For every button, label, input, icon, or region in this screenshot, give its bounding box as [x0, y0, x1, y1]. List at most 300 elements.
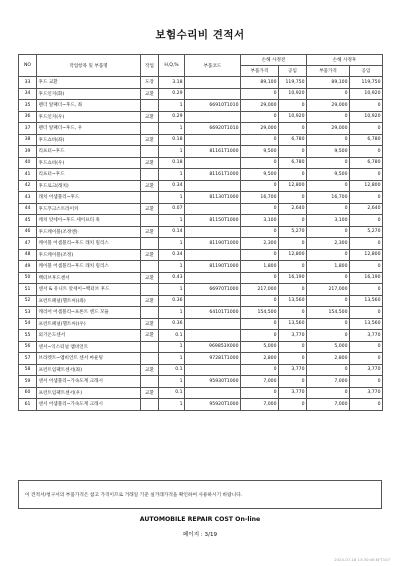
- row-before-part-price: 89,100: [241, 77, 279, 89]
- table-row: [19, 88, 383, 100]
- row-no: 45: [19, 215, 37, 227]
- row-after-labor: 3,770: [350, 387, 383, 399]
- row-part-code: [185, 226, 241, 238]
- row-qty: 0.29: [159, 88, 185, 100]
- row-before-part-price: 154,500: [241, 307, 279, 319]
- row-part-code: [185, 364, 241, 376]
- row-after-part-price: 3,100: [307, 215, 350, 227]
- row-work: [141, 215, 159, 227]
- row-after-labor: 10,920: [350, 88, 383, 100]
- table-row: [19, 100, 383, 112]
- row-before-labor: 10,920: [279, 111, 307, 123]
- row-no: 39: [19, 146, 37, 158]
- row-item: 후드쇼바(우): [37, 157, 141, 169]
- row-item: 후드 교환: [37, 77, 141, 89]
- row-before-part-price: 0: [241, 203, 279, 215]
- row-before-part-price: 0: [241, 88, 279, 100]
- row-before-labor: 0: [279, 341, 307, 353]
- row-before-part-price: 0: [241, 295, 279, 307]
- row-after-labor: 0: [350, 215, 383, 227]
- row-part-code: 81161T1000: [185, 169, 241, 181]
- row-item: 프런트임팩트센서(우): [37, 387, 141, 399]
- header-work: 작업: [141, 55, 159, 77]
- row-before-labor: 16,190: [279, 272, 307, 284]
- row-before-part-price: 0: [241, 226, 279, 238]
- row-work: 교환: [141, 180, 159, 192]
- row-work: 교환: [141, 203, 159, 215]
- row-after-labor: 3,770: [350, 364, 383, 376]
- header-code: 부품코드: [185, 55, 241, 77]
- row-no: 43: [19, 192, 37, 204]
- row-work: [141, 238, 159, 250]
- row-no: 51: [19, 284, 37, 296]
- row-work: [141, 192, 159, 204]
- row-after-part-price: 0: [307, 88, 350, 100]
- row-item: 센서~익스터널 앰비언트: [37, 341, 141, 353]
- row-after-part-price: 0: [307, 295, 350, 307]
- row-qty: 0.18: [159, 134, 185, 146]
- row-after-labor: 16,190: [350, 272, 383, 284]
- row-after-part-price: 2,300: [307, 238, 350, 250]
- row-no: 56: [19, 341, 37, 353]
- row-item: 후드푸크스트라이커: [37, 203, 141, 215]
- row-after-part-price: 0: [307, 226, 350, 238]
- row-qty: 1: [159, 169, 185, 181]
- row-before-part-price: 0: [241, 157, 279, 169]
- row-work: 교환: [141, 88, 159, 100]
- row-after-labor: 0: [350, 307, 383, 319]
- row-item: 리프터~후드: [37, 146, 141, 158]
- row-before-part-price: 0: [241, 134, 279, 146]
- row-no: 38: [19, 134, 37, 146]
- row-before-labor: 0: [279, 100, 307, 112]
- row-before-labor: 10,920: [279, 88, 307, 100]
- row-item: 프런트패널(헬트씨)(우): [37, 318, 141, 330]
- row-item: 펜더 앞패더~후드, 우: [37, 123, 141, 135]
- row-part-code: 97281T1000: [185, 353, 241, 365]
- row-qty: 0.36: [159, 295, 185, 307]
- row-before-part-price: 0: [241, 249, 279, 261]
- row-qty: 1: [159, 353, 185, 365]
- row-after-part-price: 1,800: [307, 261, 350, 273]
- row-before-part-price: 1,800: [241, 261, 279, 273]
- row-after-part-price: 0: [307, 330, 350, 342]
- row-item: 후드인지(우): [37, 111, 141, 123]
- row-part-code: [185, 134, 241, 146]
- row-after-labor: 0: [350, 376, 383, 388]
- row-after-labor: 0: [350, 100, 383, 112]
- row-part-code: 66970T1000: [185, 284, 241, 296]
- row-work: [141, 123, 159, 135]
- page-indicator: 페이지 : 3/19: [182, 532, 218, 538]
- row-before-labor: 0: [279, 284, 307, 296]
- row-before-part-price: 0: [241, 180, 279, 192]
- row-before-part-price: 5,000: [241, 341, 279, 353]
- row-work: 교환: [141, 111, 159, 123]
- row-work: [141, 146, 159, 158]
- row-after-labor: 119,750: [350, 77, 383, 89]
- row-after-labor: 6,780: [350, 157, 383, 169]
- row-part-code: 95930T1000: [185, 376, 241, 388]
- row-qty: 1: [159, 376, 185, 388]
- table-row: [19, 169, 383, 181]
- row-item: 후드인지(화): [37, 88, 141, 100]
- row-after-part-price: 29,000: [307, 100, 350, 112]
- row-work: [141, 169, 159, 181]
- row-item: 프런트임팩트센서(좌): [37, 364, 141, 376]
- table-row: [19, 341, 383, 353]
- row-before-labor: 3,770: [279, 387, 307, 399]
- row-before-labor: 6,780: [279, 157, 307, 169]
- table-row: [19, 318, 383, 330]
- row-item: 케이블 어셈블리~후드 래치 릴리스: [37, 261, 141, 273]
- row-qty: 1: [159, 215, 185, 227]
- row-item: 브라켓트~앰비언트 센서 마운팅: [37, 353, 141, 365]
- row-after-labor: 5,270: [350, 226, 383, 238]
- row-part-code: [185, 203, 241, 215]
- table-row: [19, 330, 383, 342]
- row-no: 37: [19, 123, 37, 135]
- row-no: 46: [19, 226, 37, 238]
- row-qty: 0.18: [159, 157, 185, 169]
- row-before-part-price: 217,000: [241, 284, 279, 296]
- table-row: [19, 215, 383, 227]
- row-qty: 1: [159, 307, 185, 319]
- row-item: 백터브후드센서: [37, 272, 141, 284]
- table-row: [19, 111, 383, 123]
- header-no: NO: [19, 55, 37, 77]
- row-after-part-price: 9,500: [307, 146, 350, 158]
- table-row: [19, 238, 383, 250]
- row-after-part-price: 0: [307, 157, 350, 169]
- row-after-part-price: 0: [307, 249, 350, 261]
- row-before-labor: 12,800: [279, 249, 307, 261]
- row-qty: 3.18: [159, 77, 185, 89]
- row-part-code: [185, 318, 241, 330]
- row-before-labor: 3,770: [279, 330, 307, 342]
- table-row: [19, 123, 383, 135]
- row-after-labor: 0: [350, 353, 383, 365]
- row-after-labor: 6,780: [350, 134, 383, 146]
- row-before-part-price: 0: [241, 330, 279, 342]
- row-work: [141, 261, 159, 273]
- row-after-part-price: 7,000: [307, 399, 350, 411]
- row-before-labor: 0: [279, 307, 307, 319]
- header-before-labor: 공임: [279, 66, 307, 77]
- row-no: 59: [19, 376, 37, 388]
- table-row: [19, 295, 383, 307]
- row-before-labor: 0: [279, 376, 307, 388]
- row-qty: 0.43: [159, 272, 185, 284]
- table-row: [19, 203, 383, 215]
- row-after-part-price: 0: [307, 387, 350, 399]
- table-row: [19, 226, 383, 238]
- row-work: 교환: [141, 226, 159, 238]
- row-before-labor: 5,270: [279, 226, 307, 238]
- row-after-part-price: 0: [307, 318, 350, 330]
- row-item: 후드케이블(조정): [37, 249, 141, 261]
- row-after-part-price: 2,800: [307, 353, 350, 365]
- row-before-part-price: 7,000: [241, 376, 279, 388]
- row-before-labor: 0: [279, 238, 307, 250]
- row-after-labor: 3,770: [350, 330, 383, 342]
- row-work: 교환: [141, 272, 159, 284]
- row-before-labor: 0: [279, 146, 307, 158]
- row-qty: 1: [159, 399, 185, 411]
- row-part-code: 81190T1000: [185, 238, 241, 250]
- row-part-code: [185, 180, 241, 192]
- row-work: 교환: [141, 387, 159, 399]
- row-part-code: [185, 157, 241, 169]
- row-item: 센서 어셈블리~가속도계 크래시: [37, 399, 141, 411]
- row-after-labor: 13,560: [350, 295, 383, 307]
- row-after-part-price: 0: [307, 134, 350, 146]
- row-no: 33: [19, 77, 37, 89]
- row-after-labor: 0: [350, 238, 383, 250]
- row-qty: 0.34: [159, 180, 185, 192]
- table-row: [19, 353, 383, 365]
- row-item: 프런트패널(헬트씨)(좌): [37, 295, 141, 307]
- row-part-code: 64101T1000: [185, 307, 241, 319]
- row-before-labor: 0: [279, 215, 307, 227]
- row-after-part-price: 217,000: [307, 284, 350, 296]
- row-before-part-price: 29,000: [241, 100, 279, 112]
- row-part-code: [185, 77, 241, 89]
- row-after-labor: 0: [350, 284, 383, 296]
- row-qty: 1: [159, 341, 185, 353]
- row-before-part-price: 0: [241, 272, 279, 284]
- row-qty: 1: [159, 146, 185, 158]
- row-before-part-price: 0: [241, 387, 279, 399]
- row-no: 49: [19, 261, 37, 273]
- row-work: 교환: [141, 249, 159, 261]
- row-before-part-price: 0: [241, 111, 279, 123]
- row-part-code: [185, 272, 241, 284]
- row-work: 교환: [141, 364, 159, 376]
- row-after-part-price: 89,100: [307, 77, 350, 89]
- table-row: [19, 180, 383, 192]
- row-before-labor: 0: [279, 261, 307, 273]
- row-after-labor: 13,560: [350, 318, 383, 330]
- row-before-labor: 13,560: [279, 295, 307, 307]
- row-after-labor: 0: [350, 146, 383, 158]
- row-after-labor: 0: [350, 341, 383, 353]
- row-before-labor: 0: [279, 123, 307, 135]
- row-no: 52: [19, 295, 37, 307]
- header-after-adjustment: 손해 사정후: [307, 55, 383, 66]
- row-part-code: [185, 387, 241, 399]
- document-title: 보험수리비 견적서: [155, 29, 245, 41]
- row-part-code: [185, 330, 241, 342]
- row-before-part-price: 7,000: [241, 399, 279, 411]
- row-after-labor: 0: [350, 169, 383, 181]
- row-part-code: [185, 111, 241, 123]
- row-after-labor: 10,920: [350, 111, 383, 123]
- row-after-labor: 0: [350, 399, 383, 411]
- row-qty: 0.1: [159, 364, 185, 376]
- table-row: [19, 261, 383, 273]
- estimate-table: [18, 54, 383, 411]
- table-row: [19, 272, 383, 284]
- row-before-part-price: 9,500: [241, 146, 279, 158]
- row-no: 41: [19, 169, 37, 181]
- row-part-code: [185, 295, 241, 307]
- table-row: [19, 307, 383, 319]
- row-after-labor: 0: [350, 192, 383, 204]
- row-work: 교환: [141, 295, 159, 307]
- footer-brand: AUTOMOBILE REPAIR COST On-line: [139, 516, 261, 523]
- row-no: 53: [19, 307, 37, 319]
- row-qty: 0.34: [159, 249, 185, 261]
- row-work: [141, 341, 159, 353]
- row-item: 케이블 어셈블리~후드 래치 릴리스: [37, 238, 141, 250]
- row-qty: 1: [159, 238, 185, 250]
- row-no: 40: [19, 157, 37, 169]
- row-part-code: 969853X000: [185, 341, 241, 353]
- row-after-part-price: 16,700: [307, 192, 350, 204]
- row-before-labor: 0: [279, 169, 307, 181]
- row-no: 60: [19, 387, 37, 399]
- row-after-labor: 12,800: [350, 180, 383, 192]
- table-row: [19, 77, 383, 89]
- row-item: 래치 어셈블리~후드: [37, 192, 141, 204]
- row-no: 42: [19, 180, 37, 192]
- table-row: [19, 249, 383, 261]
- row-work: [141, 376, 159, 388]
- row-work: 교환: [141, 330, 159, 342]
- row-before-labor: 6,780: [279, 134, 307, 146]
- table-row: [19, 192, 383, 204]
- row-after-part-price: 7,000: [307, 376, 350, 388]
- table-row: [19, 399, 383, 411]
- print-timestamp: 2024-07-18 13:30:46 KFT107: [334, 557, 390, 562]
- row-no: 58: [19, 364, 37, 376]
- row-after-part-price: 0: [307, 180, 350, 192]
- row-qty: 1: [159, 123, 185, 135]
- row-after-part-price: 5,000: [307, 341, 350, 353]
- row-part-code: 95920T1000: [185, 399, 241, 411]
- row-part-code: 81150T1000: [185, 215, 241, 227]
- row-qty: 0.1: [159, 387, 185, 399]
- row-before-labor: 0: [279, 192, 307, 204]
- row-no: 50: [19, 272, 37, 284]
- table-row: [19, 284, 383, 296]
- row-part-code: [185, 88, 241, 100]
- row-before-part-price: 0: [241, 364, 279, 376]
- row-after-labor: 12,800: [350, 249, 383, 261]
- row-work: [141, 100, 159, 112]
- row-qty: 0.14: [159, 226, 185, 238]
- table-row: [19, 364, 383, 376]
- row-qty: 0.07: [159, 203, 185, 215]
- row-no: 44: [19, 203, 37, 215]
- row-no: 61: [19, 399, 37, 411]
- row-qty: 0.36: [159, 318, 185, 330]
- row-item: 센서 어셈블리~가속도계 크래시: [37, 376, 141, 388]
- header-item: 작업항목 및 부품명: [37, 55, 141, 77]
- row-before-part-price: 9,500: [241, 169, 279, 181]
- row-before-labor: 0: [279, 353, 307, 365]
- row-no: 48: [19, 249, 37, 261]
- table-row: [19, 134, 383, 146]
- row-part-code: 81161T1000: [185, 146, 241, 158]
- row-before-labor: 12,800: [279, 180, 307, 192]
- row-before-part-price: 3,100: [241, 215, 279, 227]
- row-before-part-price: 29,000: [241, 123, 279, 135]
- row-after-part-price: 0: [307, 203, 350, 215]
- row-after-labor: 0: [350, 261, 383, 273]
- row-part-code: 66920T1010: [185, 123, 241, 135]
- row-part-code: 81130T1000: [185, 192, 241, 204]
- row-before-part-price: 16,700: [241, 192, 279, 204]
- row-item: 후드쇼바(좌): [37, 134, 141, 146]
- header-before-part-price: 부품가격: [241, 66, 279, 77]
- row-item: 펜더 앞패더~후드, 좌: [37, 100, 141, 112]
- row-after-part-price: 9,500: [307, 169, 350, 181]
- row-work: [141, 353, 159, 365]
- header-after-labor: 공임: [350, 66, 383, 77]
- row-no: 57: [19, 353, 37, 365]
- row-after-part-price: 0: [307, 272, 350, 284]
- table-row: [19, 387, 383, 399]
- row-part-code: 81190T1000: [185, 261, 241, 273]
- row-before-labor: 2,640: [279, 203, 307, 215]
- row-no: 36: [19, 111, 37, 123]
- row-item: 센서 & 유니트 앗세이~백터브 후드: [37, 284, 141, 296]
- price-notice: 이 견적서/청구서의 부품가격은 참고 가격이므로 거래일 기준 실거래가격을 확인하여 사용하시기 바랍니다.: [18, 480, 382, 509]
- header-before-adjustment: 손해 사정전: [241, 55, 307, 66]
- row-qty: 1: [159, 100, 185, 112]
- row-no: 55: [19, 330, 37, 342]
- table-row: [19, 376, 383, 388]
- table-row: [19, 146, 383, 158]
- row-item: 후드케이블(조정엔): [37, 226, 141, 238]
- row-before-part-price: 0: [241, 318, 279, 330]
- row-after-part-price: 0: [307, 111, 350, 123]
- header-qty: H,Q,%: [159, 55, 185, 77]
- row-no: 47: [19, 238, 37, 250]
- row-work: 교환: [141, 318, 159, 330]
- row-work: [141, 399, 159, 411]
- row-after-part-price: 0: [307, 364, 350, 376]
- row-item: 캐치 앗세이~후드 세이프티 훅: [37, 215, 141, 227]
- row-part-code: [185, 249, 241, 261]
- row-before-labor: 119,750: [279, 77, 307, 89]
- row-after-part-price: 154,500: [307, 307, 350, 319]
- row-before-labor: 3,770: [279, 364, 307, 376]
- row-qty: 1: [159, 261, 185, 273]
- row-work: [141, 284, 159, 296]
- row-no: 35: [19, 100, 37, 112]
- row-work: 도장: [141, 77, 159, 89]
- row-item: 리프터~후드: [37, 169, 141, 181]
- row-before-labor: 13,560: [279, 318, 307, 330]
- row-work: 교환: [141, 134, 159, 146]
- row-after-labor: 2,640: [350, 203, 383, 215]
- row-qty: 1: [159, 284, 185, 296]
- row-before-part-price: 2,300: [241, 238, 279, 250]
- row-item: 후드로크(래치): [37, 180, 141, 192]
- row-no: 54: [19, 318, 37, 330]
- row-item: 외기온도센서: [37, 330, 141, 342]
- header-after-part-price: 부품가격: [307, 66, 350, 77]
- row-qty: 1: [159, 192, 185, 204]
- row-part-code: 66910T1010: [185, 100, 241, 112]
- row-item: 캐리어 어셈블리~프론트 엔드 모듈: [37, 307, 141, 319]
- row-before-part-price: 2,800: [241, 353, 279, 365]
- row-qty: 0.1: [159, 330, 185, 342]
- row-work: [141, 307, 159, 319]
